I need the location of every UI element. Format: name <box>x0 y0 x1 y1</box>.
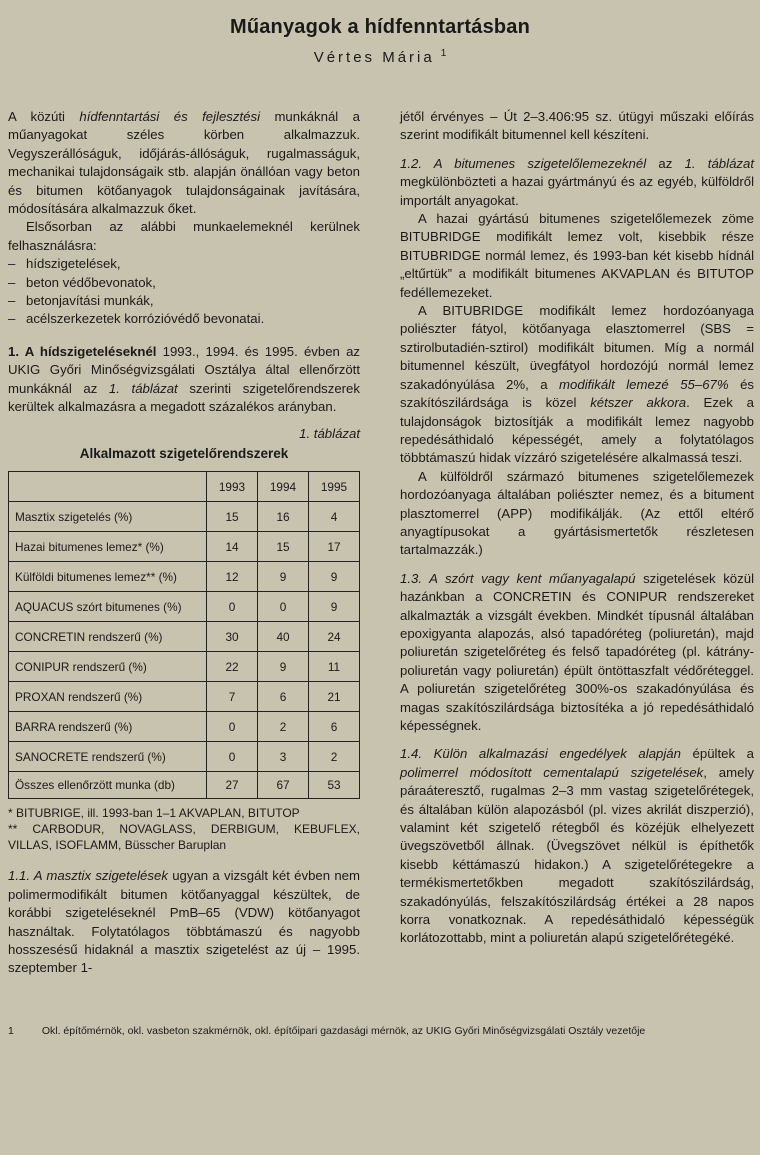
cell: 24 <box>309 622 360 652</box>
section-1-4-text-b: , amely páraáteresztő, rugalmas 2–3 mm vastag szigetelőrétegek, és általában külön alapozásból (pl. vizes akrilát diszperzió), valamint két szigetelő rétegből és közéjük elhelyezett üvegszövetből állnak. (Üvegszövet nélkül is építhetők kisebb kéttámaszú hidakon.) A szigetelőrétegekre a termékismertetőkben megadott szakítószilárdság, szakadónyúlás, felszakítószilárdság értékei a 28 napos korra vonatkoznak. A repedésáthidaló képességük korlátozottabb, mint a poliuretán alapú szigetelőrétegéké. <box>400 764 754 946</box>
table-row <box>9 652 360 682</box>
table-row <box>9 682 360 712</box>
list-item: – betonjavítási munkák, <box>8 292 360 310</box>
section-1-heading: 1. A hídszigeteléseknél <box>8 343 157 359</box>
section-1-1-paragraph <box>8 867 360 977</box>
cell: 15 <box>258 532 309 562</box>
section-1-text-b: szerinti szigetelőrendszerek kerültek alkalmazásra a megadott százalékos arányban. <box>8 380 360 415</box>
page-footnote <box>8 1025 754 1037</box>
cell: 0 <box>207 712 258 742</box>
cell: 0 <box>258 592 309 622</box>
year-header: 1995 <box>309 472 360 502</box>
cell: 17 <box>309 532 360 562</box>
cell: 9 <box>258 562 309 592</box>
cell: 6 <box>258 682 309 712</box>
table-notes <box>8 805 360 853</box>
domestic-membranes-paragraph: A hazai gyártású bitumenes szigetelőlemezek zöme BITUBRIDGE modifikált lemez volt, kisebbik része BITUBRIDGE normál lemez, és 1993-ban két kisebb hídnál „eltűrtük” a modifikált bitumenes AKVAPLAN és BITUTOP fedéllemezeket. <box>400 211 754 300</box>
row-label: Masztix szigetelés (%) <box>9 502 207 532</box>
cell: 21 <box>309 682 360 712</box>
row-label: Hazai bitumenes lemez* (%) <box>9 532 207 562</box>
table-note: * BITUBRIGE, ill. 1993-ban 1–1 AKVAPLAN, BITUTOP <box>8 806 300 821</box>
cell: 27 <box>207 772 258 799</box>
left-column <box>8 108 360 978</box>
table-row <box>9 502 360 532</box>
bitubridge-text-b: és szakítószilárdsága is közel <box>400 376 755 411</box>
article-title: Műanyagok a hídfenntartásban <box>229 16 531 38</box>
table-title: Alkalmazott szigetelőrendszerek <box>79 445 289 461</box>
bitubridge-paragraph <box>400 302 754 468</box>
cell: 6 <box>309 712 360 742</box>
usage-list <box>8 255 360 329</box>
cell: 67 <box>258 772 309 799</box>
table-row <box>9 742 360 772</box>
section-1-1-text: ugyan a vizsgált két évben nem polimermodifikált bitumen kötőanyaggal készültek, de korábbi szigeteléseknél PmB–65 (VDW) kötőanyagot használtak. Folytatólagos többtámaszú és nagyobb hosszesésű hidaknál a masztix szigetelést az új – 1995. szeptember 1- <box>8 868 360 976</box>
cell: 2 <box>258 712 309 742</box>
cell: 15 <box>207 502 258 532</box>
section-1-2-text-a: az <box>646 155 685 171</box>
bitubridge-emphasis-a: modifikált lemezé 55–67% <box>559 376 729 392</box>
table-header-row <box>9 472 360 502</box>
cell: 11 <box>309 652 360 682</box>
bitubridge-emphasis-b: kétszer akkora <box>590 395 687 411</box>
section-1-4-emphasis: polimerrel módosított cementalapú szigetelések <box>400 764 704 780</box>
table-total-row <box>9 772 360 799</box>
year-header: 1993 <box>207 472 258 502</box>
continued-paragraph: jétől érvényes – Út 2–3.406:95 sz. útügyi műszaki előírás szerint modifikált bitumennel kell készíteni. <box>400 109 754 143</box>
section-1-3-text: szigetelések közül hazánkban a CONCRETIN és CONIPUR rendszereket alkalmazták a vizsgált években. Mindkét típusnál általában epoxigyanta alapozás, alsó tapadóréteg (poliuretán), majd poliuretán szigetelőréteg és felső tapadóréteg (pl. kátrány-poliuretán vagy poliuretán) épült öntöttaszfalt védőréteggel. A poliuretán szigetelőréteg 300%-os szakadónyúlása és magas szakítószilárdsága biztosítéka a jó repedésáthidaló képességnek. <box>400 570 754 733</box>
section-1-1-heading: 1.1. A masztix szigetelések <box>8 868 168 884</box>
cell: 7 <box>207 682 258 712</box>
cell: 16 <box>258 502 309 532</box>
year-header: 1994 <box>258 472 309 502</box>
author-line <box>0 48 760 66</box>
row-label: PROXAN rendszerű (%) <box>9 682 207 712</box>
section-1-4-text-a: épültek a <box>680 746 755 762</box>
list-item: – acélszerkezetek korrózióvédő bevonatai. <box>8 310 360 328</box>
table-corner-cell <box>9 472 207 502</box>
intro-paragraph <box>8 108 360 218</box>
cell: 40 <box>258 622 309 652</box>
row-label: CONCRETIN rendszerű (%) <box>9 622 207 652</box>
intro-text-b: munkáknál a műanyagokat széles körben alkalmazzuk. Vegyszerállóságuk, időjárás-állóságuk, rugalmasságuk, mechanikai tulajdonságaik stb. alapján önállóan vagy beton és bitumen kötőanyagok tulajdonságainak javítására, módosítására alkalmazzuk őket. <box>8 109 360 217</box>
table-row <box>9 532 360 562</box>
table-note: ** CARBODUR, NOVAGLASS, DERBIGUM, KEBUFLEX, VILLAS, ISOFLAMM, Büsscher Baruplan <box>8 822 360 853</box>
right-column <box>400 108 754 948</box>
row-label: AQUACUS szórt bitumenes (%) <box>9 592 207 622</box>
cell: 30 <box>207 622 258 652</box>
section-1-text-a: 1993., 1994. és 1995. évben az UKIG Győri Minőségvizsgálati Osztálya által ellenőrzött munkáknál az <box>8 343 360 396</box>
row-label: SANOCRETE rendszerű (%) <box>9 742 207 772</box>
cell: 9 <box>258 652 309 682</box>
cell: 2 <box>309 742 360 772</box>
row-label: CONIPUR rendszerű (%) <box>9 652 207 682</box>
table-row <box>9 592 360 622</box>
author-name: Vértes Mária <box>313 49 435 66</box>
table-row <box>9 712 360 742</box>
insulation-systems-table <box>8 471 360 799</box>
cell: 22 <box>207 652 258 682</box>
cell: 4 <box>309 502 360 532</box>
section-1-2-heading: 1.2. A bitumenes szigetelőlemezeknél <box>400 155 647 171</box>
section-1-3-paragraph <box>400 570 754 736</box>
list-item: – hídszigetelések, <box>8 255 360 273</box>
cell: 14 <box>207 532 258 562</box>
section-1-2-text-b: megkülönbözteti a hazai gyártmányú és az egyéb, külföldről importált anyagokat. <box>400 174 754 208</box>
table-row <box>9 622 360 652</box>
cell: 0 <box>207 742 258 772</box>
row-label: Összes ellenőrzött munka (db) <box>9 772 207 799</box>
section-1-table-ref: 1. táblázat <box>108 380 178 396</box>
author-footnote-mark: 1 <box>440 48 447 59</box>
table-label: 1. táblázat <box>299 425 360 441</box>
intro-emphasis: hídfenntartási és fejlesztési <box>79 109 261 124</box>
cell: 0 <box>207 592 258 622</box>
row-label: BARRA rendszerű (%) <box>9 712 207 742</box>
cell: 12 <box>207 562 258 592</box>
table-row <box>9 562 360 592</box>
footnote-mark: 1 <box>8 1025 14 1037</box>
section-1-4-paragraph <box>400 745 754 947</box>
bitubridge-text-a: A BITUBRIDGE modifikált lemez hordozóanyaga poliészter fátyol, kötőanyaga elasztomerrel (SBS = sztirolbutadién-sztirol) modifikált bitumen. Míg a normál bitumennel készült, üvegfátyol hordozójú normál lemez szakadónyúlása 2%, a <box>400 303 754 392</box>
usage-paragraph: Elsősorban az alábbi munkaelemeknél kerülnek felhasználásra: <box>8 219 360 253</box>
section-1-3-heading: 1.3. A szórt vagy kent műanyagalapú <box>400 570 636 586</box>
row-label: Külföldi bitumenes lemez** (%) <box>9 562 207 592</box>
cell: 3 <box>258 742 309 772</box>
section-1-4-heading: 1.4. Külön alkalmazási engedélyek alapján <box>400 746 681 762</box>
cell: 53 <box>309 772 360 799</box>
section-1-paragraph <box>8 343 360 417</box>
intro-text-a: A közúti <box>8 109 80 124</box>
cell: 9 <box>309 562 360 592</box>
footnote-text: Okl. építőmérnök, okl. vasbeton szakmérnök, okl. építőipari gazdasági mérnök, az UKIG Győri Minőségvizsgálati Osztály vezetője <box>41 1025 646 1037</box>
cell: 9 <box>309 592 360 622</box>
section-1-2-paragraph <box>400 155 754 210</box>
bitubridge-text-c: . Ezek a tulajdonságok biztosítják a modifikált lemez nagyobb repedésáthidaló képességét, amely a folytatólagos többtámaszú hidak vízzáró szigetelésére alkalmassá teszi. <box>400 395 754 466</box>
foreign-membranes-paragraph: A külföldről származó bitumenes szigetelőlemezek hordozóanyaga általában poliészter nemez, és a bitument plasztomerrel (APP) modifikálják. (Az ettől eltérő anyagtípusokat a gyártásismertetők részletesen tartalmazzák.) <box>400 468 754 558</box>
list-item: – beton védőbevonatok, <box>8 274 360 292</box>
section-1-2-table-ref: 1. táblázat <box>684 155 754 171</box>
